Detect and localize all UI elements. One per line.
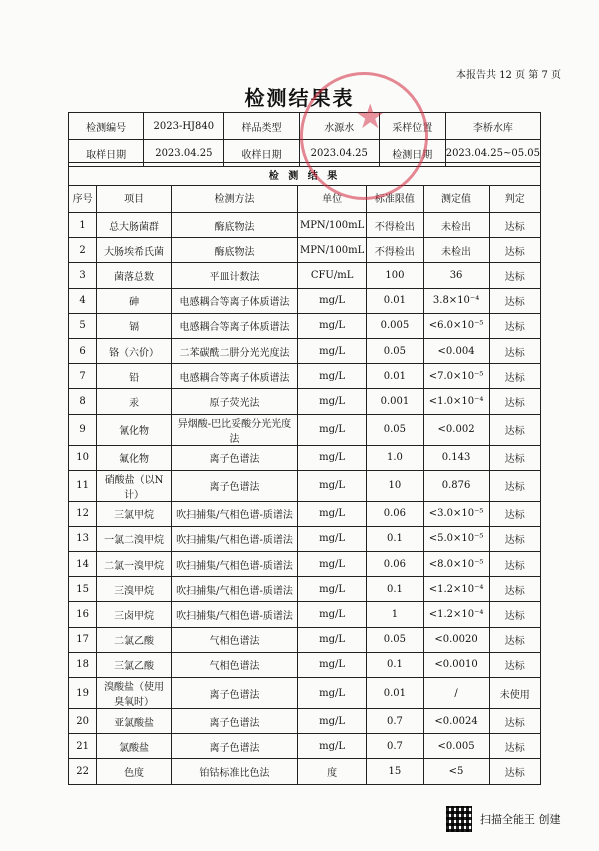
row-item: 三氯甲烷 bbox=[97, 501, 172, 526]
star-icon: ★ bbox=[355, 97, 386, 137]
row-unit: mg/L bbox=[297, 577, 366, 602]
row-limit: 0.1 bbox=[367, 652, 423, 677]
row-unit: mg/L bbox=[297, 364, 366, 389]
row-unit: mg/L bbox=[297, 678, 366, 709]
info-value-receipt-date: 2023.04.25 bbox=[299, 140, 379, 167]
table-row bbox=[69, 338, 541, 363]
row-item: 大肠埃希氏菌 bbox=[97, 238, 172, 263]
row-value: <0.0024 bbox=[423, 709, 489, 734]
row-number: 18 bbox=[69, 652, 97, 677]
row-verdict: 达标 bbox=[489, 338, 540, 363]
row-unit: mg/L bbox=[297, 501, 366, 526]
row-limit: 0.05 bbox=[367, 338, 423, 363]
row-number: 15 bbox=[69, 577, 97, 602]
row-method: 原子荧光法 bbox=[171, 389, 297, 414]
row-limit: 0.05 bbox=[367, 627, 423, 652]
col-no: 序号 bbox=[69, 186, 97, 213]
row-value: <7.0×10⁻⁵ bbox=[423, 364, 489, 389]
row-value: <5 bbox=[423, 759, 489, 784]
row-number: 7 bbox=[69, 364, 97, 389]
row-verdict: 达标 bbox=[489, 414, 540, 445]
row-method: 电感耦合等离子体质谱法 bbox=[171, 288, 297, 313]
table-row bbox=[69, 602, 541, 627]
row-verdict: 达标 bbox=[489, 602, 540, 627]
row-limit: 1.0 bbox=[367, 445, 423, 470]
row-item: 二氯一溴甲烷 bbox=[97, 552, 172, 577]
table-row bbox=[69, 445, 541, 470]
row-unit: mg/L bbox=[297, 652, 366, 677]
row-limit: 不得检出 bbox=[367, 238, 423, 263]
row-verdict: 达标 bbox=[489, 734, 540, 759]
row-number: 9 bbox=[69, 414, 97, 445]
row-limit: 0.01 bbox=[367, 288, 423, 313]
row-method: 平皿计数法 bbox=[171, 263, 297, 288]
row-limit: 0.005 bbox=[367, 313, 423, 338]
scanner-label: 扫描全能王 创建 bbox=[480, 813, 561, 826]
table-row bbox=[69, 238, 541, 263]
row-limit: 0.06 bbox=[367, 501, 423, 526]
table-row bbox=[69, 213, 541, 238]
row-unit: CFU/mL bbox=[297, 263, 366, 288]
column-header-row bbox=[69, 186, 541, 213]
row-unit: mg/L bbox=[297, 526, 366, 551]
row-number: 3 bbox=[69, 263, 97, 288]
row-number: 16 bbox=[69, 602, 97, 627]
row-number: 11 bbox=[69, 470, 97, 501]
row-number: 19 bbox=[69, 678, 97, 709]
row-method: 离子色谱法 bbox=[171, 734, 297, 759]
row-number: 17 bbox=[69, 627, 97, 652]
row-number: 8 bbox=[69, 389, 97, 414]
info-value-sample-type: 水源水 bbox=[299, 113, 379, 140]
row-number: 5 bbox=[69, 313, 97, 338]
row-unit: mg/L bbox=[297, 627, 366, 652]
row-limit: 1 bbox=[367, 602, 423, 627]
row-value: 36 bbox=[423, 263, 489, 288]
row-value: <1.0×10⁻⁴ bbox=[423, 389, 489, 414]
info-label-sample-id: 检测编号 bbox=[69, 113, 144, 140]
table-row bbox=[69, 678, 541, 709]
row-limit: 0.1 bbox=[367, 577, 423, 602]
row-verdict: 达标 bbox=[489, 709, 540, 734]
results-caption: 检 测 结 果 bbox=[69, 163, 541, 186]
row-number: 1 bbox=[69, 213, 97, 238]
row-value: <0.005 bbox=[423, 734, 489, 759]
row-limit: 15 bbox=[367, 759, 423, 784]
row-verdict: 达标 bbox=[489, 552, 540, 577]
row-method: 离子色谱法 bbox=[171, 445, 297, 470]
row-value: <0.002 bbox=[423, 414, 489, 445]
row-item: 铬（六价） bbox=[97, 338, 172, 363]
table-row bbox=[69, 734, 541, 759]
col-value: 测定值 bbox=[423, 186, 489, 213]
row-number: 21 bbox=[69, 734, 97, 759]
row-item: 镉 bbox=[97, 313, 172, 338]
col-limit: 标准限值 bbox=[367, 186, 423, 213]
row-item: 砷 bbox=[97, 288, 172, 313]
row-method: 气相色谱法 bbox=[171, 652, 297, 677]
row-item: 一氯二溴甲烷 bbox=[97, 526, 172, 551]
row-method: 异烟酸-巴比妥酸分光光度法 bbox=[171, 414, 297, 445]
row-item: 总大肠菌群 bbox=[97, 213, 172, 238]
results-table bbox=[68, 162, 541, 785]
row-item: 氯酸盐 bbox=[97, 734, 172, 759]
row-unit: mg/L bbox=[297, 552, 366, 577]
row-value: 未检出 bbox=[423, 238, 489, 263]
col-verdict: 判定 bbox=[489, 186, 540, 213]
row-unit: MPN/100mL bbox=[297, 238, 366, 263]
info-value-sample-id: 2023-HJ840 bbox=[144, 113, 224, 140]
row-number: 12 bbox=[69, 501, 97, 526]
row-value: 3.8×10⁻⁴ bbox=[423, 288, 489, 313]
results-body bbox=[69, 213, 541, 785]
row-limit: 0.01 bbox=[367, 364, 423, 389]
scanner-watermark bbox=[446, 806, 561, 832]
row-method: 酶底物法 bbox=[171, 213, 297, 238]
row-verdict: 达标 bbox=[489, 470, 540, 501]
row-item: 二氯乙酸 bbox=[97, 627, 172, 652]
row-limit: 0.7 bbox=[367, 734, 423, 759]
table-row bbox=[69, 526, 541, 551]
row-verdict: 达标 bbox=[489, 577, 540, 602]
info-value-location: 李桥水库 bbox=[445, 113, 540, 140]
row-unit: mg/L bbox=[297, 602, 366, 627]
row-verdict: 达标 bbox=[489, 213, 540, 238]
table-row bbox=[69, 414, 541, 445]
row-value: 未检出 bbox=[423, 213, 489, 238]
row-value: <3.0×10⁻⁵ bbox=[423, 501, 489, 526]
row-verdict: 达标 bbox=[489, 238, 540, 263]
row-method: 气相色谱法 bbox=[171, 627, 297, 652]
row-item: 三氯乙酸 bbox=[97, 652, 172, 677]
row-number: 6 bbox=[69, 338, 97, 363]
row-value: <0.0020 bbox=[423, 627, 489, 652]
row-value: 0.143 bbox=[423, 445, 489, 470]
row-unit: mg/L bbox=[297, 734, 366, 759]
row-method: 电感耦合等离子体质谱法 bbox=[171, 364, 297, 389]
row-item: 溴酸盐（使用臭氧时） bbox=[97, 678, 172, 709]
row-value: <6.0×10⁻⁵ bbox=[423, 313, 489, 338]
row-value: <5.0×10⁻⁵ bbox=[423, 526, 489, 551]
row-item: 硝酸盐（以N计） bbox=[97, 470, 172, 501]
row-verdict: 达标 bbox=[489, 263, 540, 288]
row-item: 氟化物 bbox=[97, 445, 172, 470]
info-value-sampling-date: 2023.04.25 bbox=[144, 140, 224, 167]
row-unit: mg/L bbox=[297, 414, 366, 445]
page-title: 检测结果表 bbox=[244, 86, 355, 110]
row-method: 吹扫捕集/气相色谱-质谱法 bbox=[171, 501, 297, 526]
table-row bbox=[69, 709, 541, 734]
row-verdict: 达标 bbox=[489, 364, 540, 389]
row-unit: mg/L bbox=[297, 338, 366, 363]
row-verdict: 未使用 bbox=[489, 678, 540, 709]
row-value: <8.0×10⁻⁵ bbox=[423, 552, 489, 577]
row-number: 2 bbox=[69, 238, 97, 263]
row-method: 吹扫捕集/气相色谱-质谱法 bbox=[171, 577, 297, 602]
table-row bbox=[69, 501, 541, 526]
row-method: 吹扫捕集/气相色谱-质谱法 bbox=[171, 552, 297, 577]
row-method: 吹扫捕集/气相色谱-质谱法 bbox=[171, 526, 297, 551]
table-row bbox=[69, 552, 541, 577]
row-method: 离子色谱法 bbox=[171, 678, 297, 709]
info-label-receipt-date: 收样日期 bbox=[224, 140, 299, 167]
row-limit: 10 bbox=[367, 470, 423, 501]
row-method: 离子色谱法 bbox=[171, 709, 297, 734]
row-unit: MPN/100mL bbox=[297, 213, 366, 238]
row-item: 三溴甲烷 bbox=[97, 577, 172, 602]
row-value: <0.004 bbox=[423, 338, 489, 363]
row-value: / bbox=[423, 678, 489, 709]
row-limit: 0.01 bbox=[367, 678, 423, 709]
row-unit: mg/L bbox=[297, 313, 366, 338]
row-method: 二苯碳酰二肼分光光度法 bbox=[171, 338, 297, 363]
col-method: 检测方法 bbox=[171, 186, 297, 213]
row-number: 20 bbox=[69, 709, 97, 734]
info-value-test-date: 2023.04.25~05.05 bbox=[445, 140, 540, 167]
table-row bbox=[69, 627, 541, 652]
row-value: <1.2×10⁻⁴ bbox=[423, 577, 489, 602]
table-row bbox=[69, 577, 541, 602]
row-method: 酶底物法 bbox=[171, 238, 297, 263]
row-number: 4 bbox=[69, 288, 97, 313]
table-row bbox=[69, 759, 541, 784]
row-verdict: 达标 bbox=[489, 652, 540, 677]
row-number: 13 bbox=[69, 526, 97, 551]
row-number: 10 bbox=[69, 445, 97, 470]
row-method: 吹扫捕集/气相色谱-质谱法 bbox=[171, 602, 297, 627]
info-label-sampling-date: 取样日期 bbox=[69, 140, 144, 167]
col-item: 项目 bbox=[97, 186, 172, 213]
results-caption-row bbox=[69, 163, 541, 186]
row-limit: 0.1 bbox=[367, 526, 423, 551]
info-row bbox=[69, 113, 541, 140]
info-label-sample-type: 样品类型 bbox=[224, 113, 299, 140]
table-row bbox=[69, 389, 541, 414]
info-label-test-date: 检测日期 bbox=[379, 140, 445, 167]
row-verdict: 达标 bbox=[489, 445, 540, 470]
row-limit: 0.7 bbox=[367, 709, 423, 734]
row-item: 三卤甲烷 bbox=[97, 602, 172, 627]
row-number: 14 bbox=[69, 552, 97, 577]
row-verdict: 达标 bbox=[489, 759, 540, 784]
row-number: 22 bbox=[69, 759, 97, 784]
row-item: 亚氯酸盐 bbox=[97, 709, 172, 734]
row-item: 汞 bbox=[97, 389, 172, 414]
row-method: 离子色谱法 bbox=[171, 470, 297, 501]
qr-code-icon bbox=[446, 806, 472, 832]
col-unit: 单位 bbox=[297, 186, 366, 213]
row-value: 0.876 bbox=[423, 470, 489, 501]
table-row bbox=[69, 364, 541, 389]
row-verdict: 达标 bbox=[489, 501, 540, 526]
row-verdict: 达标 bbox=[489, 389, 540, 414]
page-number: 本报告共 12 页 第 7 页 bbox=[456, 70, 561, 81]
row-unit: mg/L bbox=[297, 470, 366, 501]
table-row bbox=[69, 470, 541, 501]
row-limit: 0.05 bbox=[367, 414, 423, 445]
row-unit: mg/L bbox=[297, 288, 366, 313]
row-unit: mg/L bbox=[297, 389, 366, 414]
table-row bbox=[69, 652, 541, 677]
row-limit: 0.06 bbox=[367, 552, 423, 577]
row-value: <0.0010 bbox=[423, 652, 489, 677]
row-verdict: 达标 bbox=[489, 627, 540, 652]
table-row bbox=[69, 288, 541, 313]
row-method: 铂钴标准比色法 bbox=[171, 759, 297, 784]
sample-info-table bbox=[68, 112, 541, 167]
row-value: <1.2×10⁻⁴ bbox=[423, 602, 489, 627]
row-limit: 100 bbox=[367, 263, 423, 288]
row-verdict: 达标 bbox=[489, 288, 540, 313]
table-row bbox=[69, 313, 541, 338]
row-item: 氰化物 bbox=[97, 414, 172, 445]
table-row bbox=[69, 263, 541, 288]
row-item: 菌落总数 bbox=[97, 263, 172, 288]
row-unit: 度 bbox=[297, 759, 366, 784]
row-limit: 0.001 bbox=[367, 389, 423, 414]
row-unit: mg/L bbox=[297, 709, 366, 734]
row-verdict: 达标 bbox=[489, 313, 540, 338]
row-item: 铅 bbox=[97, 364, 172, 389]
row-item: 色度 bbox=[97, 759, 172, 784]
row-verdict: 达标 bbox=[489, 526, 540, 551]
info-label-location: 采样位置 bbox=[379, 113, 445, 140]
row-method: 电感耦合等离子体质谱法 bbox=[171, 313, 297, 338]
row-limit: 不得检出 bbox=[367, 213, 423, 238]
row-unit: mg/L bbox=[297, 445, 366, 470]
